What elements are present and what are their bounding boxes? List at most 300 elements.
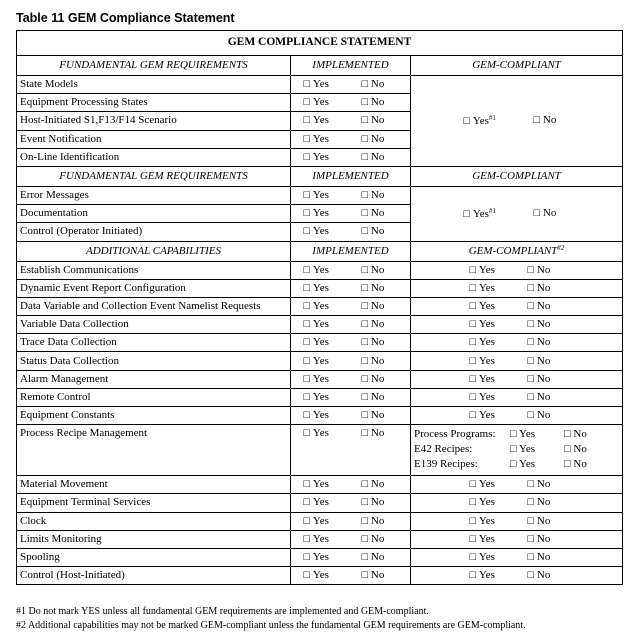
gem-compliant-yes-option[interactable] bbox=[470, 516, 510, 527]
checkbox-icon[interactable]: □ bbox=[303, 207, 311, 220]
no-label: No bbox=[370, 207, 385, 220]
implemented-cell bbox=[291, 388, 411, 406]
implemented-yes-option[interactable] bbox=[304, 115, 344, 126]
implemented-no-option[interactable] bbox=[362, 410, 398, 421]
yes-label: Yes bbox=[312, 478, 329, 491]
recipe-yes-option[interactable] bbox=[510, 459, 564, 470]
implemented-no-option[interactable] bbox=[362, 356, 398, 367]
implemented-yes-option[interactable] bbox=[304, 134, 344, 145]
implemented-cell bbox=[291, 297, 411, 315]
gem-compliance-table bbox=[16, 30, 623, 585]
column-header-label: IMPLEMENTED bbox=[312, 59, 389, 71]
gem-compliant-no-option[interactable] bbox=[528, 410, 564, 421]
table-row bbox=[17, 512, 623, 530]
table-row bbox=[17, 567, 623, 585]
checkbox-icon[interactable]: □ bbox=[527, 514, 535, 527]
gem-compliant-no-option[interactable] bbox=[528, 570, 564, 581]
recipe-no-option[interactable] bbox=[564, 444, 604, 455]
implemented-no-option[interactable] bbox=[362, 97, 398, 108]
checkbox-icon[interactable]: □ bbox=[469, 409, 477, 422]
gem-compliant-cell bbox=[411, 261, 623, 279]
gem-compliant-options bbox=[411, 319, 622, 330]
checkbox-icon[interactable]: □ bbox=[527, 532, 535, 545]
gem-compliant-cell bbox=[411, 279, 623, 297]
implemented-options bbox=[291, 497, 410, 508]
checkbox-icon[interactable]: □ bbox=[361, 532, 369, 545]
implemented-no-option[interactable] bbox=[362, 516, 398, 527]
section-header-row bbox=[17, 241, 623, 261]
checkbox-icon[interactable]: □ bbox=[527, 318, 535, 331]
no-label: No bbox=[370, 96, 385, 109]
table-row-recipe bbox=[17, 425, 623, 476]
yes-label: Yes bbox=[472, 114, 489, 127]
yes-label: Yes bbox=[478, 390, 495, 403]
checkbox-icon[interactable]: □ bbox=[527, 299, 535, 312]
implemented-cell bbox=[291, 205, 411, 223]
implemented-yes-option[interactable] bbox=[304, 226, 344, 237]
requirement-label: Remote Control bbox=[17, 388, 291, 406]
gem-compliant-no-option[interactable] bbox=[528, 301, 564, 312]
checkbox-icon[interactable]: □ bbox=[469, 372, 477, 385]
implemented-options bbox=[291, 208, 410, 219]
no-label: No bbox=[536, 299, 551, 312]
checkbox-icon[interactable]: □ bbox=[527, 372, 535, 385]
checkbox-icon[interactable]: □ bbox=[361, 496, 369, 509]
gem-compliant-no-option[interactable] bbox=[528, 552, 564, 563]
no-label: No bbox=[370, 114, 385, 127]
checkbox-icon[interactable]: □ bbox=[303, 281, 311, 294]
requirement-label: Establish Communications bbox=[17, 261, 291, 279]
gem-compliant-yes-option[interactable] bbox=[470, 301, 510, 312]
gem-compliant-cell bbox=[411, 512, 623, 530]
gem-compliant-yes-option[interactable] bbox=[470, 265, 510, 276]
checkbox-icon[interactable]: □ bbox=[303, 354, 311, 367]
implemented-yes-option[interactable] bbox=[304, 319, 344, 330]
checkbox-icon[interactable]: □ bbox=[303, 336, 311, 349]
checkbox-icon[interactable]: □ bbox=[361, 372, 369, 385]
gem-compliant-cell bbox=[411, 494, 623, 512]
checkbox-icon[interactable]: □ bbox=[361, 336, 369, 349]
gem-compliant-yes-option[interactable] bbox=[470, 479, 510, 490]
gem-compliant-no-option[interactable] bbox=[528, 497, 564, 508]
no-label: No bbox=[536, 372, 551, 385]
yes-label: Yes bbox=[312, 427, 329, 440]
implemented-options bbox=[291, 115, 410, 126]
column-header bbox=[411, 166, 623, 186]
implemented-yes-option[interactable] bbox=[304, 552, 344, 563]
yes-label: Yes bbox=[312, 150, 329, 163]
checkbox-icon[interactable]: □ bbox=[533, 206, 541, 219]
section-header-row bbox=[17, 56, 623, 76]
yes-label: Yes bbox=[478, 372, 495, 385]
checkbox-icon[interactable]: □ bbox=[361, 207, 369, 220]
implemented-yes-option[interactable] bbox=[304, 410, 344, 421]
implemented-cell bbox=[291, 261, 411, 279]
implemented-yes-option[interactable] bbox=[304, 337, 344, 348]
yes-label: Yes bbox=[478, 569, 495, 582]
requirement-label: Limits Monitoring bbox=[17, 530, 291, 548]
checkbox-icon[interactable]: □ bbox=[361, 427, 369, 440]
gem-compliant-no-option[interactable] bbox=[534, 208, 570, 220]
no-label: No bbox=[370, 132, 385, 145]
no-label: No bbox=[573, 458, 587, 471]
table-row bbox=[17, 334, 623, 352]
gem-compliant-options bbox=[411, 115, 622, 127]
checkbox-icon[interactable]: □ bbox=[361, 409, 369, 422]
column-header bbox=[291, 166, 411, 186]
implemented-options bbox=[291, 97, 410, 108]
checkbox-icon[interactable]: □ bbox=[303, 78, 311, 91]
no-label: No bbox=[370, 189, 385, 202]
checkbox-icon[interactable]: □ bbox=[469, 263, 477, 276]
gem-compliant-options bbox=[411, 337, 622, 348]
requirement-label: Control (Operator Initiated) bbox=[17, 223, 291, 241]
checkbox-icon[interactable]: □ bbox=[303, 372, 311, 385]
checkbox-icon[interactable]: □ bbox=[303, 496, 311, 509]
implemented-no-option[interactable] bbox=[362, 552, 398, 563]
gem-compliant-options bbox=[411, 479, 622, 490]
gem-compliant-yes-option[interactable] bbox=[464, 115, 504, 127]
gem-compliant-yes-option[interactable] bbox=[470, 570, 510, 581]
checkbox-icon[interactable]: □ bbox=[469, 478, 477, 491]
gem-compliant-no-option[interactable] bbox=[528, 374, 564, 385]
gem-compliant-yes-option[interactable] bbox=[470, 410, 510, 421]
gem-compliant-no-option[interactable] bbox=[528, 283, 564, 294]
gem-compliant-no-option[interactable] bbox=[528, 479, 564, 490]
table-caption: Table 11 GEM Compliance Statement bbox=[16, 11, 235, 25]
checkbox-icon[interactable]: □ bbox=[303, 299, 311, 312]
checkbox-icon[interactable]: □ bbox=[303, 225, 311, 238]
implemented-yes-option[interactable] bbox=[304, 516, 344, 527]
no-label: No bbox=[370, 150, 385, 163]
implemented-no-option[interactable] bbox=[362, 319, 398, 330]
yes-label: Yes bbox=[519, 443, 536, 456]
yes-label: Yes bbox=[472, 207, 489, 220]
implemented-yes-option[interactable] bbox=[304, 497, 344, 508]
checkbox-icon[interactable]: □ bbox=[564, 428, 571, 441]
implemented-no-option[interactable] bbox=[362, 265, 398, 276]
column-header bbox=[291, 241, 411, 261]
no-label: No bbox=[370, 336, 385, 349]
table-row bbox=[17, 76, 623, 94]
yes-label: Yes bbox=[312, 114, 329, 127]
table-row bbox=[17, 279, 623, 297]
gem-compliant-cell bbox=[411, 352, 623, 370]
requirement-label: Error Messages bbox=[17, 186, 291, 204]
implemented-yes-option[interactable] bbox=[304, 356, 344, 367]
checkbox-icon[interactable]: □ bbox=[303, 132, 311, 145]
checkbox-icon[interactable]: □ bbox=[469, 336, 477, 349]
checkbox-icon[interactable]: □ bbox=[361, 150, 369, 163]
implemented-options bbox=[291, 374, 410, 385]
checkbox-icon[interactable]: □ bbox=[303, 569, 311, 582]
gem-compliant-yes-option[interactable] bbox=[470, 337, 510, 348]
checkbox-icon[interactable]: □ bbox=[469, 318, 477, 331]
checkbox-icon[interactable]: □ bbox=[303, 96, 311, 109]
implemented-yes-option[interactable] bbox=[304, 283, 344, 294]
checkbox-icon[interactable]: □ bbox=[564, 458, 571, 471]
implemented-options bbox=[291, 283, 410, 294]
yes-label: Yes bbox=[312, 189, 329, 202]
column-header-label: IMPLEMENTED bbox=[312, 169, 389, 182]
recipe-yes-option[interactable] bbox=[510, 429, 564, 440]
checkbox-icon[interactable]: □ bbox=[361, 299, 369, 312]
gem-compliant-yes-option[interactable] bbox=[470, 552, 510, 563]
checkbox-icon[interactable]: □ bbox=[303, 478, 311, 491]
implemented-options bbox=[291, 570, 410, 581]
requirement-label: Trace Data Collection bbox=[17, 334, 291, 352]
yes-label: Yes bbox=[478, 263, 495, 276]
table-row bbox=[17, 388, 623, 406]
column-header-label: GEM-COMPLIANT bbox=[468, 245, 558, 257]
yes-label: Yes bbox=[312, 263, 329, 276]
no-label: No bbox=[536, 532, 551, 545]
implemented-no-option[interactable] bbox=[362, 152, 398, 163]
checkbox-icon[interactable]: □ bbox=[564, 443, 571, 456]
implemented-options bbox=[291, 319, 410, 330]
no-label: No bbox=[536, 336, 551, 349]
implemented-no-option[interactable] bbox=[362, 392, 398, 403]
table-row bbox=[17, 548, 623, 566]
checkbox-icon[interactable]: □ bbox=[361, 354, 369, 367]
checkbox-icon[interactable]: □ bbox=[303, 427, 311, 440]
footnote-1: #1 Do not mark YES unless all fundamental GEM requirements are implemented and GEM-compliant. bbox=[16, 606, 429, 617]
no-label: No bbox=[536, 496, 551, 509]
checkbox-icon[interactable]: □ bbox=[527, 336, 535, 349]
gem-compliant-yes-option[interactable] bbox=[470, 497, 510, 508]
checkbox-icon[interactable]: □ bbox=[469, 390, 477, 403]
implemented-no-option[interactable] bbox=[362, 479, 398, 490]
yes-label: Yes bbox=[478, 299, 495, 312]
yes-label: Yes bbox=[312, 207, 329, 220]
implemented-no-option[interactable] bbox=[362, 208, 398, 219]
checkbox-icon[interactable]: □ bbox=[303, 551, 311, 564]
column-header-label: IMPLEMENTED bbox=[312, 244, 389, 257]
gem-compliant-cell bbox=[411, 297, 623, 315]
implemented-yes-option[interactable] bbox=[304, 79, 344, 90]
table-row bbox=[17, 530, 623, 548]
gem-compliant-no-option[interactable] bbox=[528, 319, 564, 330]
checkbox-icon[interactable]: □ bbox=[361, 551, 369, 564]
implemented-no-option[interactable] bbox=[362, 79, 398, 90]
requirement-label: Variable Data Collection bbox=[17, 316, 291, 334]
recipe-type-label: E42 Recipes: bbox=[414, 443, 473, 456]
checkbox-icon[interactable]: □ bbox=[303, 318, 311, 331]
checkbox-icon[interactable]: □ bbox=[303, 532, 311, 545]
checkbox-icon[interactable]: □ bbox=[361, 96, 369, 109]
requirement-label: Host-Initiated S1,F13/F14 Scenario bbox=[17, 112, 291, 130]
checkbox-icon[interactable]: □ bbox=[527, 354, 535, 367]
implemented-no-option[interactable] bbox=[362, 534, 398, 545]
implemented-yes-option[interactable] bbox=[304, 190, 344, 201]
column-header-label: FUNDAMENTAL GEM REQUIREMENTS bbox=[59, 169, 248, 182]
implemented-no-option[interactable] bbox=[362, 190, 398, 201]
checkbox-icon[interactable]: □ bbox=[361, 478, 369, 491]
implemented-cell bbox=[291, 94, 411, 112]
implemented-yes-option[interactable] bbox=[304, 570, 344, 581]
no-label: No bbox=[573, 443, 587, 456]
gem-compliant-no-option[interactable] bbox=[528, 356, 564, 367]
checkbox-icon[interactable]: □ bbox=[533, 113, 541, 126]
checkbox-icon[interactable]: □ bbox=[463, 207, 471, 220]
implemented-no-option[interactable] bbox=[362, 283, 398, 294]
checkbox-icon[interactable]: □ bbox=[463, 114, 471, 127]
yes-label: Yes bbox=[312, 336, 329, 349]
checkbox-icon[interactable]: □ bbox=[527, 569, 535, 582]
gem-compliant-no-option[interactable] bbox=[534, 115, 570, 127]
recipe-line bbox=[414, 442, 619, 457]
implemented-no-option[interactable] bbox=[362, 134, 398, 145]
gem-compliant-cell bbox=[411, 476, 623, 494]
checkbox-icon[interactable]: □ bbox=[361, 281, 369, 294]
footnote-2: #2 Additional capabilities may not be marked GEM-compliant unless the fundamental GEM requirements are GEM-compliant. bbox=[16, 620, 526, 631]
gem-compliant-yes-option[interactable] bbox=[470, 374, 510, 385]
recipe-no-option[interactable] bbox=[564, 429, 604, 440]
checkbox-icon[interactable]: □ bbox=[303, 409, 311, 422]
no-label: No bbox=[370, 478, 385, 491]
checkbox-icon[interactable]: □ bbox=[361, 78, 369, 91]
implemented-yes-option[interactable] bbox=[304, 301, 344, 312]
gem-compliant-no-option[interactable] bbox=[528, 265, 564, 276]
gem-compliant-yes-option[interactable] bbox=[470, 392, 510, 403]
checkbox-icon[interactable]: □ bbox=[527, 263, 535, 276]
checkbox-icon[interactable]: □ bbox=[303, 263, 311, 276]
implemented-yes-option[interactable] bbox=[304, 265, 344, 276]
checkbox-icon[interactable]: □ bbox=[303, 150, 311, 163]
checkbox-icon[interactable]: □ bbox=[510, 428, 517, 441]
checkbox-icon[interactable]: □ bbox=[361, 514, 369, 527]
yes-label: Yes bbox=[519, 428, 536, 441]
implemented-options bbox=[291, 410, 410, 421]
yes-label: Yes bbox=[312, 225, 329, 238]
no-label: No bbox=[370, 78, 385, 91]
implemented-yes-option[interactable] bbox=[304, 534, 344, 545]
checkbox-icon[interactable]: □ bbox=[527, 551, 535, 564]
checkbox-icon[interactable]: □ bbox=[527, 496, 535, 509]
gem-compliant-yes-option[interactable] bbox=[470, 319, 510, 330]
implemented-cell bbox=[291, 530, 411, 548]
implemented-yes-option[interactable] bbox=[304, 479, 344, 490]
checkbox-icon[interactable]: □ bbox=[469, 551, 477, 564]
gem-compliant-yes-option[interactable] bbox=[470, 356, 510, 367]
table-row bbox=[17, 186, 623, 204]
requirement-label: State Models bbox=[17, 76, 291, 94]
recipe-no-option[interactable] bbox=[564, 459, 604, 470]
yes-label: Yes bbox=[478, 354, 495, 367]
recipe-type-label: E139 Recipes: bbox=[414, 458, 478, 471]
gem-compliant-cell bbox=[411, 76, 623, 167]
implemented-no-option[interactable] bbox=[362, 337, 398, 348]
implemented-yes-option[interactable] bbox=[304, 428, 344, 439]
table-row bbox=[17, 494, 623, 512]
checkbox-icon[interactable]: □ bbox=[469, 299, 477, 312]
checkbox-icon[interactable]: □ bbox=[361, 390, 369, 403]
gem-compliant-no-option[interactable] bbox=[528, 392, 564, 403]
yes-label: Yes bbox=[478, 551, 495, 564]
requirement-label: Equipment Terminal Services bbox=[17, 494, 291, 512]
no-label: No bbox=[536, 514, 551, 527]
implemented-options bbox=[291, 479, 410, 490]
gem-compliant-cell bbox=[411, 334, 623, 352]
table-row bbox=[17, 407, 623, 425]
checkbox-icon[interactable]: □ bbox=[303, 514, 311, 527]
implemented-no-option[interactable] bbox=[362, 570, 398, 581]
checkbox-icon[interactable]: □ bbox=[510, 458, 517, 471]
yes-label: Yes bbox=[312, 318, 329, 331]
implemented-options bbox=[291, 516, 410, 527]
implemented-cell bbox=[291, 186, 411, 204]
checkbox-icon[interactable]: □ bbox=[361, 132, 369, 145]
implemented-no-option[interactable] bbox=[362, 301, 398, 312]
implemented-cell bbox=[291, 130, 411, 148]
implemented-no-option[interactable] bbox=[362, 428, 398, 439]
checkbox-icon[interactable]: □ bbox=[469, 281, 477, 294]
checkbox-icon[interactable]: □ bbox=[361, 569, 369, 582]
gem-compliant-no-option[interactable] bbox=[528, 337, 564, 348]
checkbox-icon[interactable]: □ bbox=[527, 390, 535, 403]
implemented-cell bbox=[291, 512, 411, 530]
implemented-no-option[interactable] bbox=[362, 374, 398, 385]
gem-compliant-yes-option[interactable] bbox=[470, 283, 510, 294]
gem-compliant-yes-option[interactable] bbox=[470, 534, 510, 545]
checkbox-icon[interactable]: □ bbox=[303, 189, 311, 202]
implemented-cell bbox=[291, 223, 411, 241]
no-label: No bbox=[370, 496, 385, 509]
checkbox-icon[interactable]: □ bbox=[527, 281, 535, 294]
column-header bbox=[17, 166, 291, 186]
checkbox-icon[interactable]: □ bbox=[469, 514, 477, 527]
checkbox-icon[interactable]: □ bbox=[303, 114, 311, 127]
checkbox-icon[interactable]: □ bbox=[361, 189, 369, 202]
checkbox-icon[interactable]: □ bbox=[527, 478, 535, 491]
checkbox-icon[interactable]: □ bbox=[469, 569, 477, 582]
gem-compliant-cell bbox=[411, 370, 623, 388]
implemented-yes-option[interactable] bbox=[304, 374, 344, 385]
checkbox-icon[interactable]: □ bbox=[361, 263, 369, 276]
implemented-no-option[interactable] bbox=[362, 226, 398, 237]
checkbox-icon[interactable]: □ bbox=[361, 114, 369, 127]
yes-label: Yes bbox=[478, 281, 495, 294]
requirement-label: Alarm Management bbox=[17, 370, 291, 388]
requirement-label: Dynamic Event Report Configuration bbox=[17, 279, 291, 297]
checkbox-icon[interactable]: □ bbox=[469, 532, 477, 545]
footnote-ref: #2 bbox=[557, 244, 565, 252]
checkbox-icon[interactable]: □ bbox=[303, 390, 311, 403]
checkbox-icon[interactable]: □ bbox=[527, 409, 535, 422]
yes-label: Yes bbox=[478, 514, 495, 527]
checkbox-icon[interactable]: □ bbox=[361, 318, 369, 331]
gem-compliant-cell bbox=[411, 316, 623, 334]
implemented-yes-option[interactable] bbox=[304, 208, 344, 219]
recipe-yes-option[interactable] bbox=[510, 444, 564, 455]
implemented-no-option[interactable] bbox=[362, 497, 398, 508]
checkbox-icon[interactable]: □ bbox=[510, 443, 517, 456]
table-body bbox=[17, 31, 623, 585]
implemented-yes-option[interactable] bbox=[304, 97, 344, 108]
implemented-yes-option[interactable] bbox=[304, 392, 344, 403]
gem-compliant-yes-option[interactable] bbox=[464, 208, 504, 220]
checkbox-icon[interactable]: □ bbox=[361, 225, 369, 238]
table-row bbox=[17, 261, 623, 279]
implemented-no-option[interactable] bbox=[362, 115, 398, 126]
checkbox-icon[interactable]: □ bbox=[469, 496, 477, 509]
implemented-yes-option[interactable] bbox=[304, 152, 344, 163]
implemented-options bbox=[291, 226, 410, 237]
implemented-cell bbox=[291, 407, 411, 425]
gem-compliant-no-option[interactable] bbox=[528, 516, 564, 527]
gem-compliant-no-option[interactable] bbox=[528, 534, 564, 545]
checkbox-icon[interactable]: □ bbox=[469, 354, 477, 367]
